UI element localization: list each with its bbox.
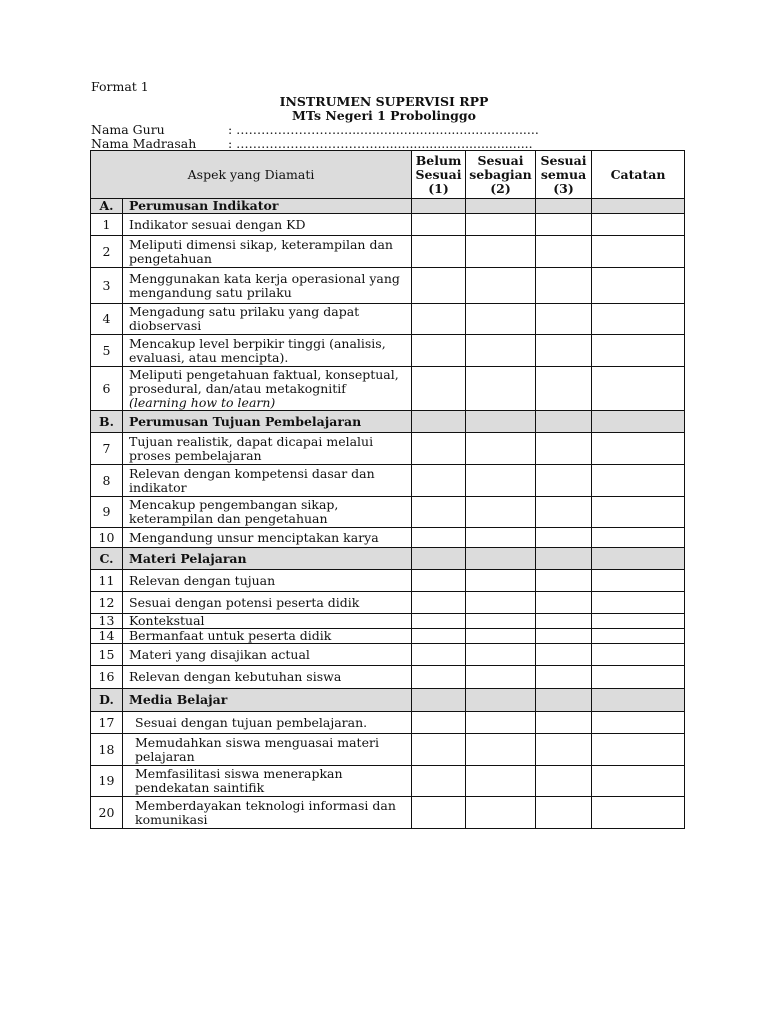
score-cell <box>592 644 685 666</box>
score-cell <box>536 734 592 766</box>
score-cell <box>412 268 466 304</box>
item-number: 4 <box>91 304 123 335</box>
item-number: 2 <box>91 236 123 268</box>
score-cell <box>536 644 592 666</box>
table-row <box>91 497 685 528</box>
item-text-main: Menggunakan kata kerja operasional yang mengandung satu prilaku <box>129 270 400 300</box>
item-text <box>123 570 412 592</box>
field-label: Nama Guru <box>91 122 165 137</box>
score-cell <box>466 614 536 629</box>
score-cell <box>536 592 592 614</box>
item-text <box>123 268 412 304</box>
item-number: 5 <box>91 335 123 367</box>
item-text <box>123 304 412 335</box>
score-cell <box>536 797 592 829</box>
score-cell <box>466 797 536 829</box>
table-row <box>91 335 685 367</box>
section-row <box>91 689 685 712</box>
section-letter: B. <box>91 411 123 433</box>
header-line: Sesuai <box>477 152 524 168</box>
score-cell <box>592 548 685 570</box>
field-value: : ……………………................................................... <box>228 122 539 137</box>
item-text-main: Indikator sesuai dengan KD <box>129 216 306 232</box>
score-cell <box>412 592 466 614</box>
table-row <box>91 268 685 304</box>
score-cell <box>592 335 685 367</box>
score-cell <box>536 433 592 465</box>
header-line: semua <box>540 166 587 182</box>
score-cell <box>592 592 685 614</box>
item-text-main: Sesuai dengan tujuan pembelajaran. <box>135 714 368 730</box>
score-cell <box>536 614 592 629</box>
item-text <box>123 614 412 629</box>
score-cell <box>536 497 592 528</box>
item-text-main: Mengandung unsur menciptakan karya <box>129 529 379 545</box>
score-cell <box>592 497 685 528</box>
section-row <box>91 411 685 433</box>
table-row <box>91 214 685 236</box>
score-cell <box>536 766 592 797</box>
header-row <box>91 151 685 199</box>
document-subtitle: MTs Negeri 1 Probolinggo <box>292 108 476 123</box>
score-cell <box>592 304 685 335</box>
score-cell <box>412 367 466 411</box>
score-cell <box>412 689 466 712</box>
section-row <box>91 548 685 570</box>
item-text-main: Mencakup pengembangan sikap, keterampilan dan pengetahuan <box>129 497 339 526</box>
score-cell <box>466 433 536 465</box>
score-cell <box>592 268 685 304</box>
score-cell <box>466 644 536 666</box>
score-cell <box>412 712 466 734</box>
score-cell <box>466 268 536 304</box>
score-cell <box>536 465 592 497</box>
table-row <box>91 644 685 666</box>
score-cell <box>412 614 466 629</box>
section-letter: D. <box>91 689 123 712</box>
score-cell <box>466 629 536 644</box>
score-cell <box>536 268 592 304</box>
field-nama-madrasah <box>91 136 533 151</box>
item-text-italic: (learning how to learn) <box>129 394 276 410</box>
score-cell <box>466 497 536 528</box>
score-cell <box>412 236 466 268</box>
header-aspek: Aspek yang Diamati <box>91 151 412 199</box>
score-cell <box>466 528 536 548</box>
score-cell <box>412 797 466 829</box>
section-letter: A. <box>91 199 123 214</box>
score-cell <box>536 335 592 367</box>
score-cell <box>536 570 592 592</box>
item-text-main: Meliputi pengetahuan faktual, konseptual, prosedural, dan/atau metakognitif <box>129 366 399 396</box>
header-line: (3) <box>553 180 574 196</box>
score-cell <box>466 548 536 570</box>
header-line: sebagian <box>469 166 532 182</box>
table-row <box>91 367 685 411</box>
table-row <box>91 629 685 644</box>
item-text-main: Relevan dengan tujuan <box>129 572 276 588</box>
item-number: 15 <box>91 644 123 666</box>
header-line: Sesuai <box>415 166 462 182</box>
score-cell <box>412 433 466 465</box>
header-line: Belum <box>415 152 462 168</box>
score-cell <box>466 689 536 712</box>
document-title: INSTRUMEN SUPERVISI RPP <box>279 94 489 109</box>
item-text <box>123 465 412 497</box>
score-cell <box>412 548 466 570</box>
field-nama-guru <box>91 122 539 137</box>
item-text <box>123 528 412 548</box>
item-text <box>123 214 412 236</box>
item-text-main: Sesuai dengan potensi peserta didik <box>129 594 360 610</box>
item-text-main: Meliputi dimensi sikap, keterampilan dan pengetahuan <box>129 236 393 266</box>
format-label: Format 1 <box>91 79 149 94</box>
score-cell <box>412 214 466 236</box>
score-cell <box>466 367 536 411</box>
table-row <box>91 304 685 335</box>
score-cell <box>466 666 536 689</box>
item-text-main: Relevan dengan kebutuhan siswa <box>129 669 342 684</box>
score-cell <box>466 199 536 214</box>
section-title: Materi Pelajaran <box>123 548 412 570</box>
item-number: 11 <box>91 570 123 592</box>
score-cell <box>536 199 592 214</box>
table-row <box>91 712 685 734</box>
score-cell <box>536 689 592 712</box>
score-cell <box>592 797 685 829</box>
table-row <box>91 592 685 614</box>
section-title: Perumusan Indikator <box>123 199 412 214</box>
item-number: 9 <box>91 497 123 528</box>
item-text <box>123 367 412 411</box>
field-label: Nama Madrasah <box>91 136 197 151</box>
score-cell <box>592 433 685 465</box>
item-text-main: Memberdayakan teknologi informasi dan komunikasi <box>135 797 396 827</box>
score-cell <box>412 199 466 214</box>
score-cell <box>466 335 536 367</box>
item-text <box>123 629 412 644</box>
score-cell <box>592 570 685 592</box>
score-cell <box>592 629 685 644</box>
score-cell <box>592 614 685 629</box>
score-cell <box>412 335 466 367</box>
item-number: 3 <box>91 268 123 304</box>
score-cell <box>412 465 466 497</box>
score-cell <box>466 570 536 592</box>
score-cell <box>536 304 592 335</box>
table-row <box>91 433 685 465</box>
score-cell <box>412 528 466 548</box>
score-cell <box>592 689 685 712</box>
score-cell <box>536 712 592 734</box>
field-value: : ……………………………........................................ <box>228 136 533 151</box>
header-sesuai-semua <box>536 151 592 199</box>
header-line: Sesuai <box>540 152 587 168</box>
item-text-main: Memfasilitasi siswa menerapkan pendekatan saintifik <box>135 766 343 795</box>
item-text-main: Materi yang disajikan actual <box>129 646 310 662</box>
item-number: 13 <box>91 614 123 629</box>
item-text-main: Bermanfaat untuk peserta didik <box>129 628 332 643</box>
item-number: 7 <box>91 433 123 465</box>
table-row <box>91 797 685 829</box>
table-row <box>91 528 685 548</box>
item-number: 18 <box>91 734 123 766</box>
score-cell <box>466 712 536 734</box>
score-cell <box>536 548 592 570</box>
header-line: (2) <box>490 180 511 196</box>
score-cell <box>536 214 592 236</box>
score-cell <box>466 465 536 497</box>
item-number: 8 <box>91 465 123 497</box>
item-number: 16 <box>91 666 123 689</box>
section-title: Media Belajar <box>123 689 412 712</box>
score-cell <box>592 666 685 689</box>
header-belum-sesuai <box>412 151 466 199</box>
score-cell <box>466 734 536 766</box>
score-cell <box>412 766 466 797</box>
supervision-table <box>90 150 685 829</box>
table-row <box>91 465 685 497</box>
item-text-main: Mengadung satu prilaku yang dapat diobservasi <box>129 304 360 333</box>
score-cell <box>536 528 592 548</box>
header-catatan: Catatan <box>592 151 685 199</box>
score-cell <box>592 766 685 797</box>
item-number: 17 <box>91 712 123 734</box>
item-text-main: Tujuan realistik, dapat dicapai melalui proses pembelajaran <box>129 433 374 463</box>
item-text <box>123 666 412 689</box>
score-cell <box>466 214 536 236</box>
item-text <box>123 497 412 528</box>
header-sesuai-sebagian <box>466 151 536 199</box>
item-text-main: Mencakup level berpikir tinggi (analisis, evaluasi, atau mencipta). <box>129 335 386 365</box>
item-text <box>123 766 412 797</box>
item-text <box>123 236 412 268</box>
score-cell <box>592 367 685 411</box>
score-cell <box>412 304 466 335</box>
item-number: 10 <box>91 528 123 548</box>
section-row <box>91 199 685 214</box>
item-text <box>123 712 412 734</box>
score-cell <box>536 236 592 268</box>
table-row <box>91 666 685 689</box>
table-row <box>91 614 685 629</box>
score-cell <box>592 214 685 236</box>
score-cell <box>466 592 536 614</box>
item-text-main: Memudahkan siswa menguasai materi pelajaran <box>135 734 379 764</box>
score-cell <box>592 411 685 433</box>
score-cell <box>592 465 685 497</box>
score-cell <box>592 236 685 268</box>
section-letter: C. <box>91 548 123 570</box>
score-cell <box>466 766 536 797</box>
item-text-main: Relevan dengan kompetensi dasar dan indikator <box>129 465 375 495</box>
item-number: 1 <box>91 214 123 236</box>
score-cell <box>466 411 536 433</box>
score-cell <box>412 644 466 666</box>
table-row <box>91 570 685 592</box>
score-cell <box>412 411 466 433</box>
table-row <box>91 734 685 766</box>
score-cell <box>412 570 466 592</box>
score-cell <box>592 712 685 734</box>
score-cell <box>466 236 536 268</box>
item-number: 19 <box>91 766 123 797</box>
score-cell <box>412 666 466 689</box>
item-text-main: Kontekstual <box>129 613 205 628</box>
item-text <box>123 335 412 367</box>
item-text <box>123 433 412 465</box>
header-line: (1) <box>428 180 449 196</box>
section-title: Perumusan Tujuan Pembelajaran <box>123 411 412 433</box>
score-cell <box>466 304 536 335</box>
score-cell <box>592 734 685 766</box>
score-cell <box>592 528 685 548</box>
score-cell <box>536 411 592 433</box>
score-cell <box>536 666 592 689</box>
item-number: 12 <box>91 592 123 614</box>
item-number: 20 <box>91 797 123 829</box>
score-cell <box>536 367 592 411</box>
score-cell <box>412 734 466 766</box>
item-number: 6 <box>91 367 123 411</box>
score-cell <box>592 199 685 214</box>
score-cell <box>412 497 466 528</box>
score-cell <box>536 629 592 644</box>
table-row <box>91 766 685 797</box>
item-number: 14 <box>91 629 123 644</box>
item-text <box>123 592 412 614</box>
item-text <box>123 644 412 666</box>
table-row <box>91 236 685 268</box>
item-text <box>123 734 412 766</box>
score-cell <box>412 629 466 644</box>
item-text <box>123 797 412 829</box>
